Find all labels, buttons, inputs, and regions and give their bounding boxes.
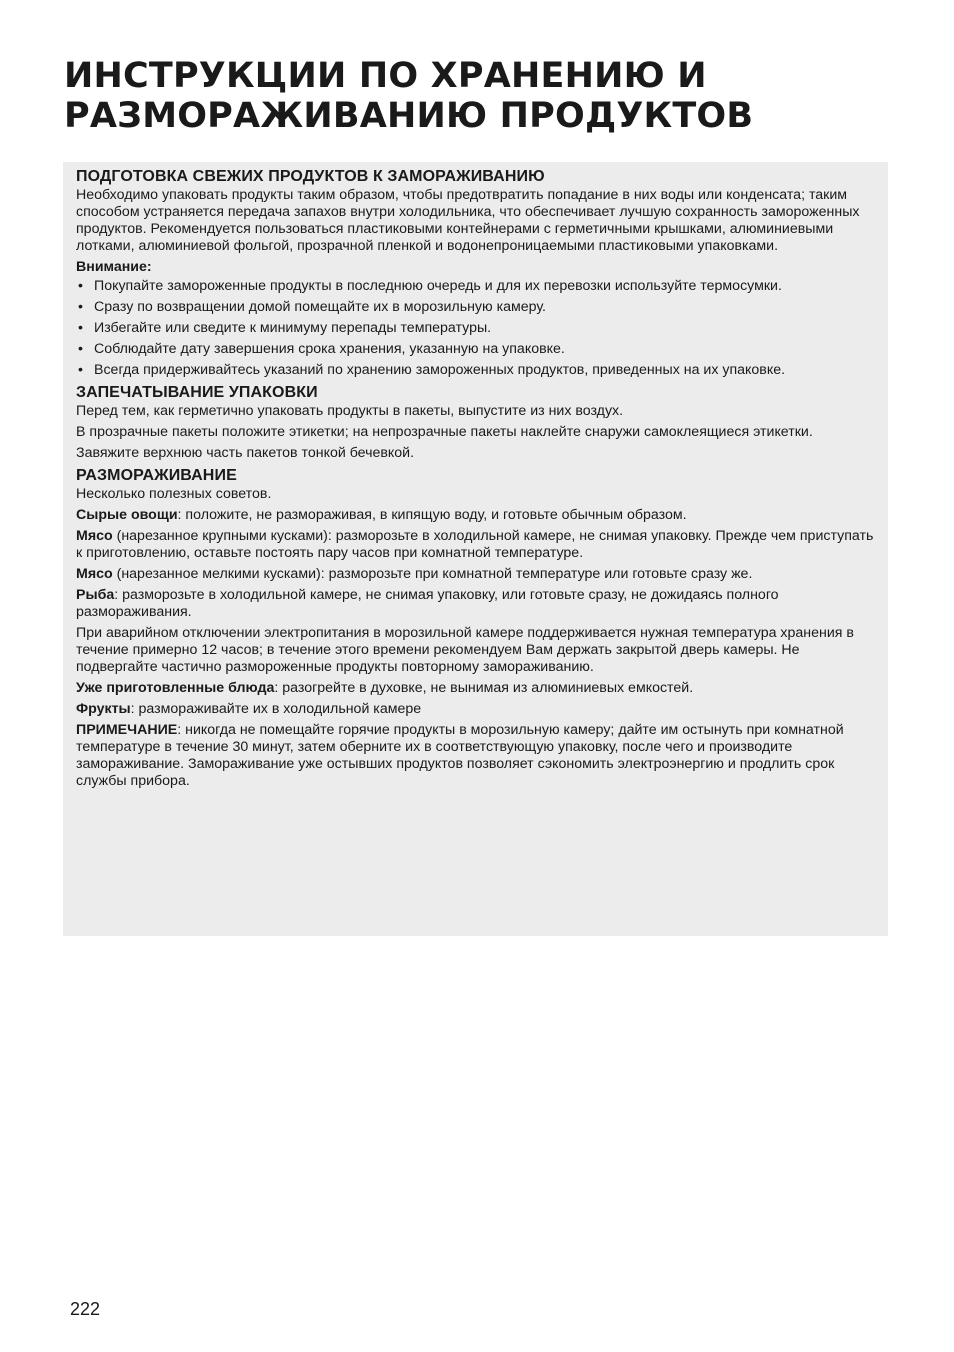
defrost-tip-vegetables: Сырые овощи: положите, не размораживая, в кипящую воду, и готовьте обычным образом. (76, 507, 687, 523)
defrost-tip-fruit: Фрукты: размораживайте их в холодильной камере (76, 701, 422, 717)
power-outage-paragraph: При аварийном отключении электропитания в морозильной камере поддерживается нужная температура хранения в течение примерно 12 часов; в течение этого времени рекомендуем Вам держать закрытой дверь камеры. Не подвергайте частично размороженные продукты повторному замораживанию. (76, 625, 854, 675)
defrost-tip-meat-small: Мясо (нарезанное мелкими кусками): разморозьте при комнатной температуре или готовьте сразу же. (76, 566, 753, 582)
list-item: • Сразу по возвращении домой помещайте их в морозильную камеру. (76, 299, 874, 316)
attention-list (76, 278, 874, 379)
instructions-panel (63, 162, 888, 936)
defrosting-intro: Несколько полезных советов. (76, 486, 272, 502)
sealing-paragraph-3: Завяжите верхнюю часть пакетов тонкой бечевкой. (76, 445, 415, 461)
defrost-tip-fish: Рыба: разморозьте в холодильной камере, не снимая упаковку, или готовьте сразу, не дожидаясь полного размораживания. (76, 587, 779, 620)
preparation-paragraph: Необходимо упаковать продукты таким образом, чтобы предотвратить попадание в них воды или конденсата; таким способом устраняется передача запахов внутри холодильника, что обеспечивает лучшую сохранность замороженных продуктов. Рекомендуется пользоваться пластиковыми контейнерами с герметичными крышками, алюминиевыми лотками, алюминиевой фольгой, прозрачной пленкой и водонепроницаемыми пластиковыми упаковками. (76, 187, 860, 254)
defrost-tip-meat-large: Мясо (нарезанное крупными кусками): разморозьте в холодильной камере, не снимая упаковку. Прежде чем приступать к приготовлению, оставьте постоять пару часов при комнатной температуре. (76, 528, 874, 561)
sealing-paragraph-1: Перед тем, как герметично упаковать продукты в пакеты, выпустите из них воздух. (76, 403, 624, 419)
page-title-line-2: РАЗМОРАЖИВАНИЮ ПРОДУКТОВ (64, 96, 754, 136)
list-item: • Покупайте замороженные продукты в последнюю очередь и для их перевозки используйте термосумки. (76, 278, 874, 295)
attention-label: Внимание: (76, 259, 152, 275)
list-item: • Всегда придерживайтесь указаний по хранению замороженных продуктов, приведенных на их упаковке. (76, 362, 874, 379)
page-number: 222 (70, 1299, 101, 1319)
page-title-line-1: ИНСТРУКЦИИ ПО ХРАНЕНИЮ И (64, 56, 707, 96)
sealing-paragraph-2: В прозрачные пакеты положите этикетки; на непрозрачные пакеты наклейте снаружи самоклеящиеся этикетки. (76, 424, 813, 440)
list-item: • Соблюдайте дату завершения срока хранения, указанную на упаковке. (76, 341, 874, 358)
note-paragraph: ПРИМЕЧАНИЕ: никогда не помещайте горячие продукты в морозильную камеру; дайте им остынуть при комнатной температуре в течение 30 минут, затем оберните их в соответствующую упаковку, после чего и производите замораживание. Замораживание уже остывших продуктов позволяет сэкономить электроэнергию и продлить срок службы прибора. (76, 722, 844, 789)
section-heading-sealing: ЗАПЕЧАТЫВАНИЕ УПАКОВКИ (76, 384, 318, 401)
defrost-tip-cooked-dishes: Уже приготовленные блюда: разогрейте в духовке, не вынимая из алюминиевых емкостей. (76, 680, 694, 696)
section-heading-defrosting: РАЗМОРАЖИВАНИЕ (76, 467, 237, 484)
section-heading-preparation: ПОДГОТОВКА СВЕЖИХ ПРОДУКТОВ К ЗАМОРАЖИВАНИЮ (76, 168, 545, 185)
page-title (64, 56, 904, 136)
list-item: • Избегайте или сведите к минимуму перепады температуры. (76, 320, 874, 337)
